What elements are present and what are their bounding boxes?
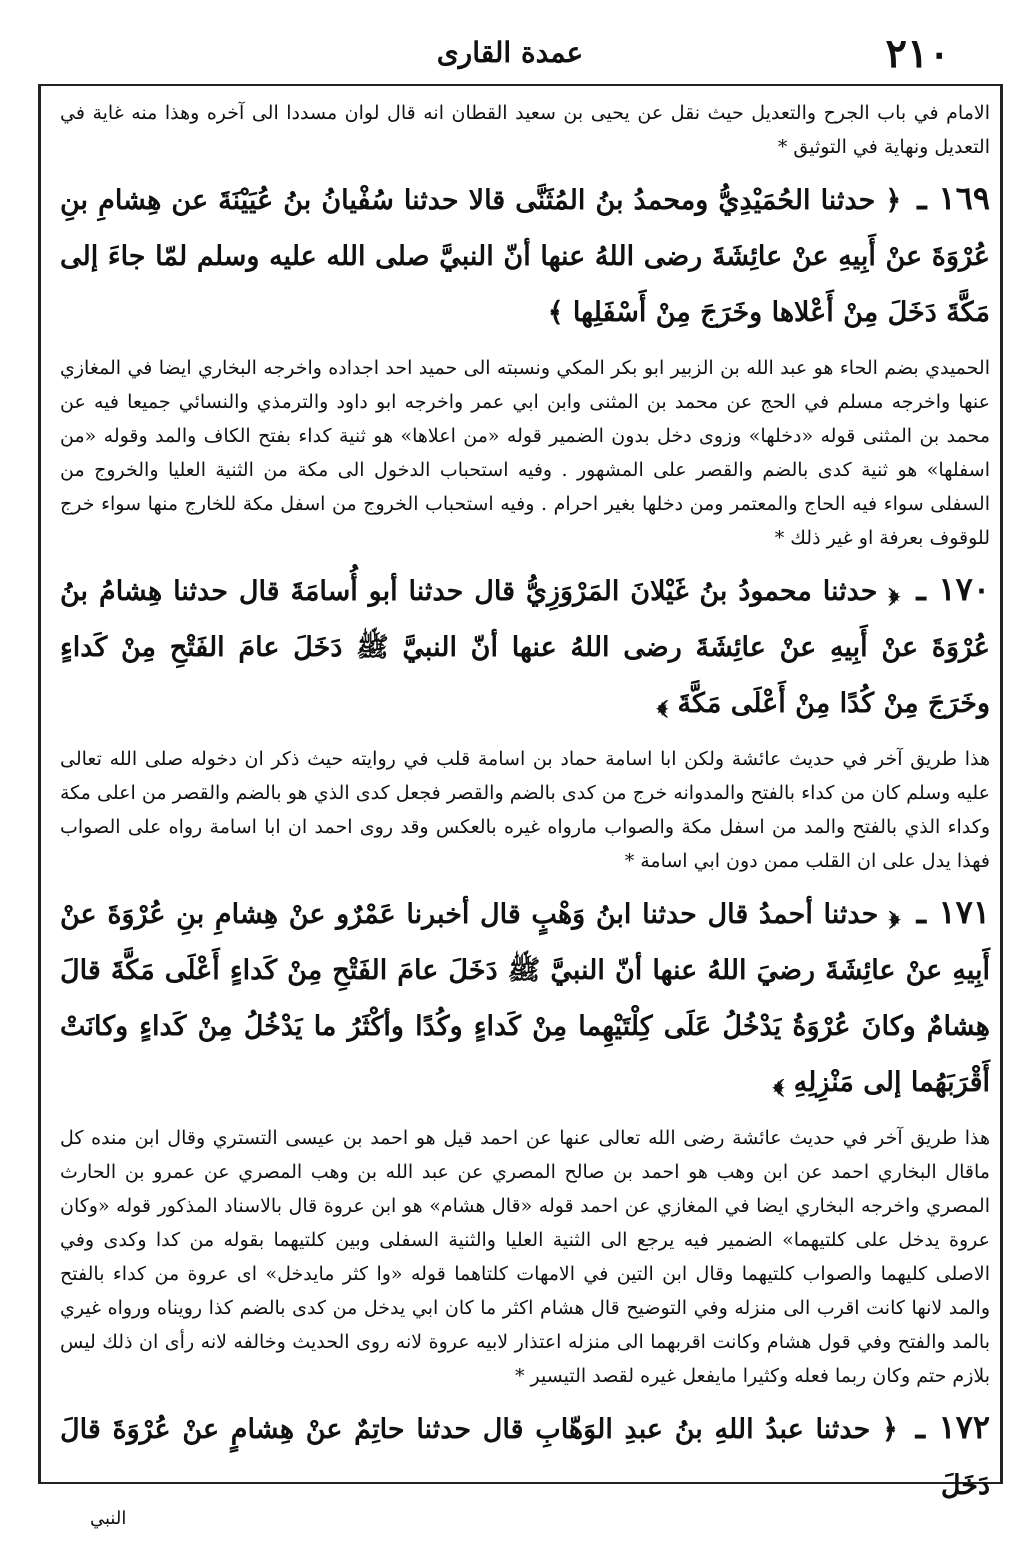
commentary-paragraph: الحميدي بضم الحاء هو عبد الله بن الزبير ابو بكر المكي ونسبته الى حميد احد اجداده واخرجه البخاري ايضا في المغازي عنها واخرجه مسلم في الحج عن محمد بن المثنى وابن ابي عمر واخرجه ابو داود والترمذي والنسائي جميعا فيه عن محمد بن المثنى قوله «دخلها» وزوى دخل بدون الضمير قوله «من اعلاها» هو ثنية كداء بفتح الكاف والمد وقوله «من اسفلها» هو ثنية كدى بالضم والقصر على المشهور . وفيه استحباب الدخول الى مكة من الثنية العليا والخروج من السفلى سواء فيه الحاج والمعتمر ومن دخلها بغير احرام . وفيه استحباب الخروج من اسفل مكة للخارج منها سواء خرج للوقوف بعرفة او غير ذلك * [60, 357, 990, 549]
hadith-text: ﴿ حدثنا محمودُ بنُ غَيْلانَ المَرْوَزِيُّ قال حدثنا أبو أُسامَةَ قال حدثنا هِشامُ بنُ عُرْوَةَ عنْ أَبِيهِ عنْ عائِشَةَ رضى اللهُ عنها أنّ النبيَّ ﷺ دَخَلَ عامَ الفَتْحِ مِنْ كَداءٍ وخَرَجَ مِنْ كُدًا مِنْ أَعْلَى مَكَّةَ ﴾ [60, 576, 990, 719]
hadith-number: ١٧١ ـ [916, 893, 990, 931]
commentary-paragraph: الامام في باب الجرح والتعديل حيث نقل عن يحيى بن سعيد القطان انه قال لوان مسددا الى آخره وهذا منه غاية في التعديل ونهاية في التوثيق * [60, 102, 990, 158]
hadith-number: ١٦٩ ـ [917, 179, 991, 217]
hadith-170 [60, 561, 990, 732]
hadith-172 [60, 1399, 990, 1514]
hadith-text: ﴿ حدثنا أحمدُ قال حدثنا ابنُ وَهْبٍ قال أخبرنا عَمْرٌو عنْ هِشامِ بنِ عُرْوَةَ عنْ أَبِيهِ عنْ عائِشَةَ رضيَ اللهُ عنها أنّ النبيَّ ﷺ دَخَلَ عامَ الفَتْحِ مِنْ كَداءٍ أَعْلَى مَكَّةَ قالَ هِشامٌ وكانَ عُرْوَةُ يَدْخُلُ عَلَى كِلْتَيْهِما مِنْ كَداءٍ وكُدًا وأكْثَرُ ما يَدْخُلُ مِنْ كَداءٍ وكانَتْ أَقْرَبَهُما إلى مَنْزِلِهِ ﴾ [60, 899, 990, 1098]
hadith-text: ﴿ حدثنا الحُمَيْدِيُّ ومحمدُ بنُ المُثَنَّى قالا حدثنا سُفْيانُ بنُ عُيَيْنَةَ عن هِشامِ بنِ عُرْوَةَ عنْ أَبِيهِ عنْ عائِشَةَ رضى اللهُ عنها أنّ النبيَّ صلى الله عليه وسلم لمّا جاءَ إلى مَكَّةَ دَخَلَ مِنْ أَعْلاها وخَرَجَ مِنْ أَسْفَلِها ﴾ [60, 185, 990, 328]
hadith-169 [60, 170, 990, 341]
page-number: ٢١٠ [885, 30, 950, 77]
commentary-paragraph: هذا طريق آخر في حديث عائشة رضى الله تعالى عنها عن احمد قيل هو احمد بن عيسى التستري وقال ابن منده كل ماقال البخاري احمد عن ابن وهب هو احمد بن صالح المصري عن عبد الله بن وهب المصري عن عمرو بن الحارث المصري واخرجه البخاري ايضا في المغازي عن احمد قوله «قال هشام» هو ابن عروة قال بالاسناد المذكور قوله «وكان عروة يدخل على كلتيهما» الضمير فيه يرجع الى الثنية العليا والثنية السفلى وبين كلتيهما بقوله من كدا وكدى وفي الاصلى كليهما والصواب كلتيهما وقال ابن التين في الامهات كلتاهما قوله «وا كثر مايدخل» اى عروة من كداء بالفتح والمد لانها كانت اقرب الى منزله وفي التوضيح قال هشام اكثر ما كان ابي يدخل من كدى بالضم كذا رويناه ورواه غيري بالمد والفتح وفي قول هشام وكانت اقربهما الى منزله اعتذار لابيه عروة لانه روى الحديث وخالفه لانه رأى ان ذلك ليس بلازم حتم وكان ربما فعله وكثيرا مايفعل غيره لقصد التيسير * [60, 1127, 990, 1387]
commentary-paragraph: هذا طريق آخر في حديث عائشة ولكن ابا اسامة حماد بن اسامة قلب في روايته حيث ذكر ان دخوله صلى الله تعالى عليه وسلم كان من كداء بالفتح والمدوانه خرج من كدى بالضم والقصر فجعل كدى الذي هو بالضم والقصر من اعلى مكة وكداء الذي بالفتح والمد من اسفل مكة والصواب مارواه غيره بالعكس وقد روى احمد ان ابا اسامة رواه على الصواب فهذا يدل على ان القلب ممن دون ابي اسامة * [60, 748, 990, 872]
page-header [30, 30, 990, 80]
hadith-number: ١٧٠ ـ [916, 570, 990, 608]
hadith-number: ١٧٢ ـ [915, 1408, 991, 1446]
catchword: النبي [90, 1508, 127, 1529]
hadith-text: ﴿ حدثنا عبدُ اللهِ بنُ عبدِ الوَهّابِ قال حدثنا حاتِمٌ عنْ هِشامٍ عنْ عُرْوَةَ قالَ دَخَلَ [60, 1414, 990, 1501]
hadith-171 [60, 884, 990, 1111]
page-body [60, 96, 990, 1524]
running-title: عمدة القارى [436, 36, 584, 69]
